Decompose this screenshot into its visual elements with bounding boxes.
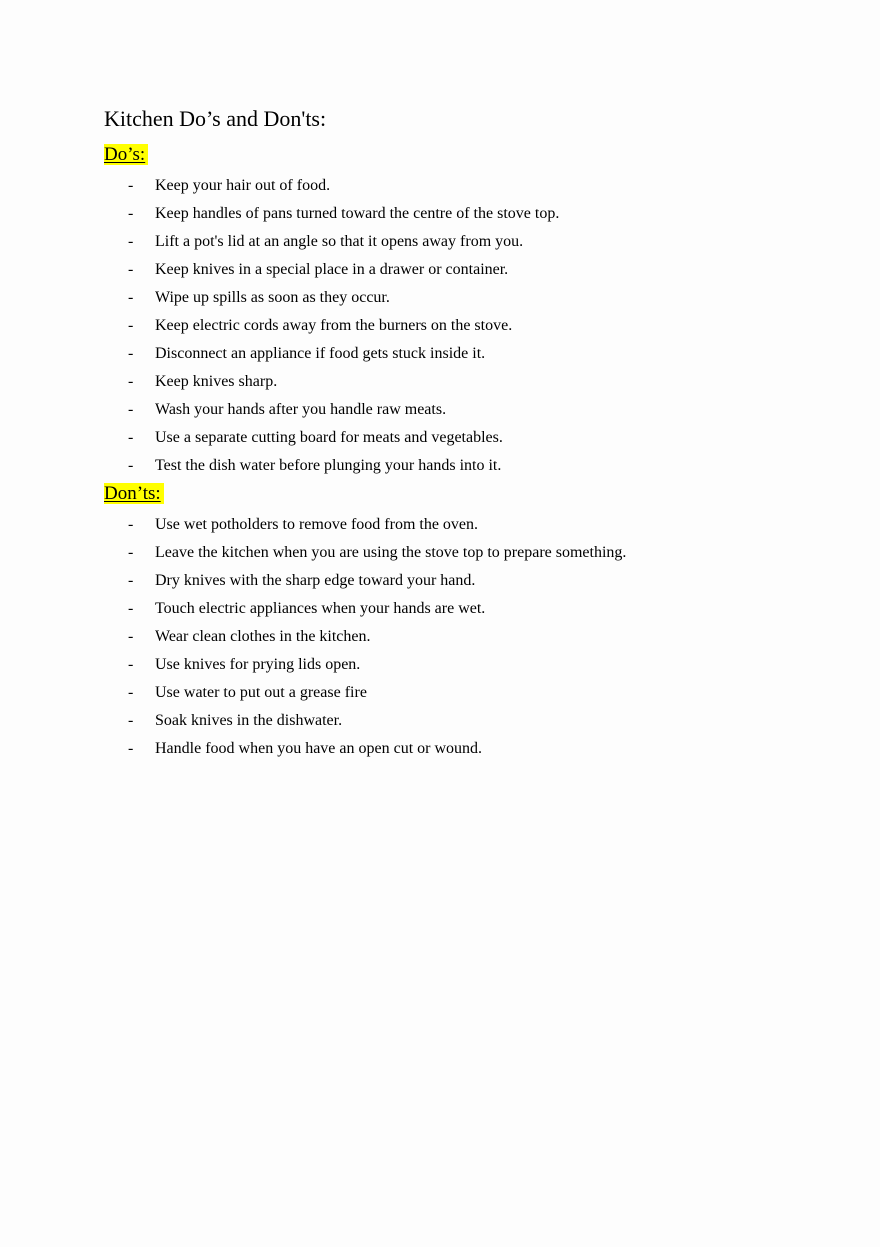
- donts-heading: [104, 482, 164, 506]
- dos-item-text: Wipe up spills as soon as they occur.: [155, 289, 390, 306]
- dos-item-text: Use a separate cutting board for meats and vegetables.: [155, 429, 503, 446]
- donts-item: [104, 595, 804, 623]
- dos-item: [104, 172, 804, 200]
- donts-list: [104, 511, 804, 763]
- bullet-dash: -: [128, 373, 134, 390]
- donts-item: [104, 679, 804, 707]
- dos-item-text: Keep knives in a special place in a drawer or container.: [155, 261, 509, 278]
- bullet-dash: -: [128, 345, 134, 362]
- dos-item: [104, 452, 804, 480]
- bullet-dash: -: [128, 205, 134, 222]
- bullet-dash: -: [128, 656, 134, 673]
- bullet-dash: -: [128, 600, 134, 617]
- donts-item-text: Use wet potholders to remove food from the oven.: [155, 516, 479, 533]
- dos-item: [104, 228, 804, 256]
- donts-item: [104, 707, 804, 735]
- dos-item: [104, 340, 804, 368]
- dos-item: [104, 312, 804, 340]
- dos-item-text: Test the dish water before plunging your hands into it.: [155, 457, 502, 474]
- bullet-dash: -: [128, 740, 134, 757]
- dos-heading: [104, 143, 148, 167]
- dos-item: [104, 256, 804, 284]
- bullet-dash: -: [128, 628, 134, 645]
- dos-item: [104, 284, 804, 312]
- donts-item-text: Handle food when you have an open cut or wound.: [155, 740, 483, 757]
- bullet-dash: -: [128, 317, 134, 334]
- bullet-dash: -: [128, 177, 134, 194]
- dos-item-text: Keep your hair out of food.: [155, 177, 331, 194]
- dos-item-text: Keep knives sharp.: [155, 373, 278, 390]
- bullet-dash: -: [128, 457, 134, 474]
- donts-item: [104, 539, 804, 567]
- dos-item: [104, 368, 804, 396]
- dos-item-text: Wash your hands after you handle raw meats.: [155, 401, 447, 418]
- bullet-dash: -: [128, 261, 134, 278]
- document-title: Kitchen Do’s and Don'ts:: [104, 106, 327, 131]
- bullet-dash: -: [128, 233, 134, 250]
- donts-item: [104, 735, 804, 763]
- donts-item: [104, 567, 804, 595]
- donts-heading-label: Don’ts:: [104, 483, 164, 504]
- dos-item: [104, 424, 804, 452]
- dos-item-text: Lift a pot's lid at an angle so that it opens away from you.: [155, 233, 524, 250]
- dos-item-text: Disconnect an appliance if food gets stuck inside it.: [155, 345, 486, 362]
- bullet-dash: -: [128, 429, 134, 446]
- bullet-dash: -: [128, 516, 134, 533]
- bullet-dash: -: [128, 572, 134, 589]
- donts-item-text: Touch electric appliances when your hands are wet.: [155, 600, 486, 617]
- donts-item-text: Soak knives in the dishwater.: [155, 712, 343, 729]
- dos-item-text: Keep electric cords away from the burners on the stove.: [155, 317, 513, 334]
- donts-item: [104, 623, 804, 651]
- dos-heading-label: Do’s:: [104, 144, 148, 165]
- dos-item-text: Keep handles of pans turned toward the centre of the stove top.: [155, 205, 560, 222]
- bullet-dash: -: [128, 289, 134, 306]
- dos-item: [104, 396, 804, 424]
- donts-item: [104, 651, 804, 679]
- donts-item-text: Leave the kitchen when you are using the stove top to prepare something.: [155, 544, 627, 561]
- bullet-dash: -: [128, 684, 134, 701]
- donts-item-text: Dry knives with the sharp edge toward your hand.: [155, 572, 476, 589]
- bullet-dash: -: [128, 401, 134, 418]
- bullet-dash: -: [128, 712, 134, 729]
- donts-item: [104, 511, 804, 539]
- dos-item: [104, 200, 804, 228]
- bullet-dash: -: [128, 544, 134, 561]
- donts-item-text: Use knives for prying lids open.: [155, 656, 361, 673]
- donts-item-text: Use water to put out a grease fire: [155, 684, 367, 701]
- donts-item-text: Wear clean clothes in the kitchen.: [155, 628, 371, 645]
- dos-list: [104, 172, 804, 480]
